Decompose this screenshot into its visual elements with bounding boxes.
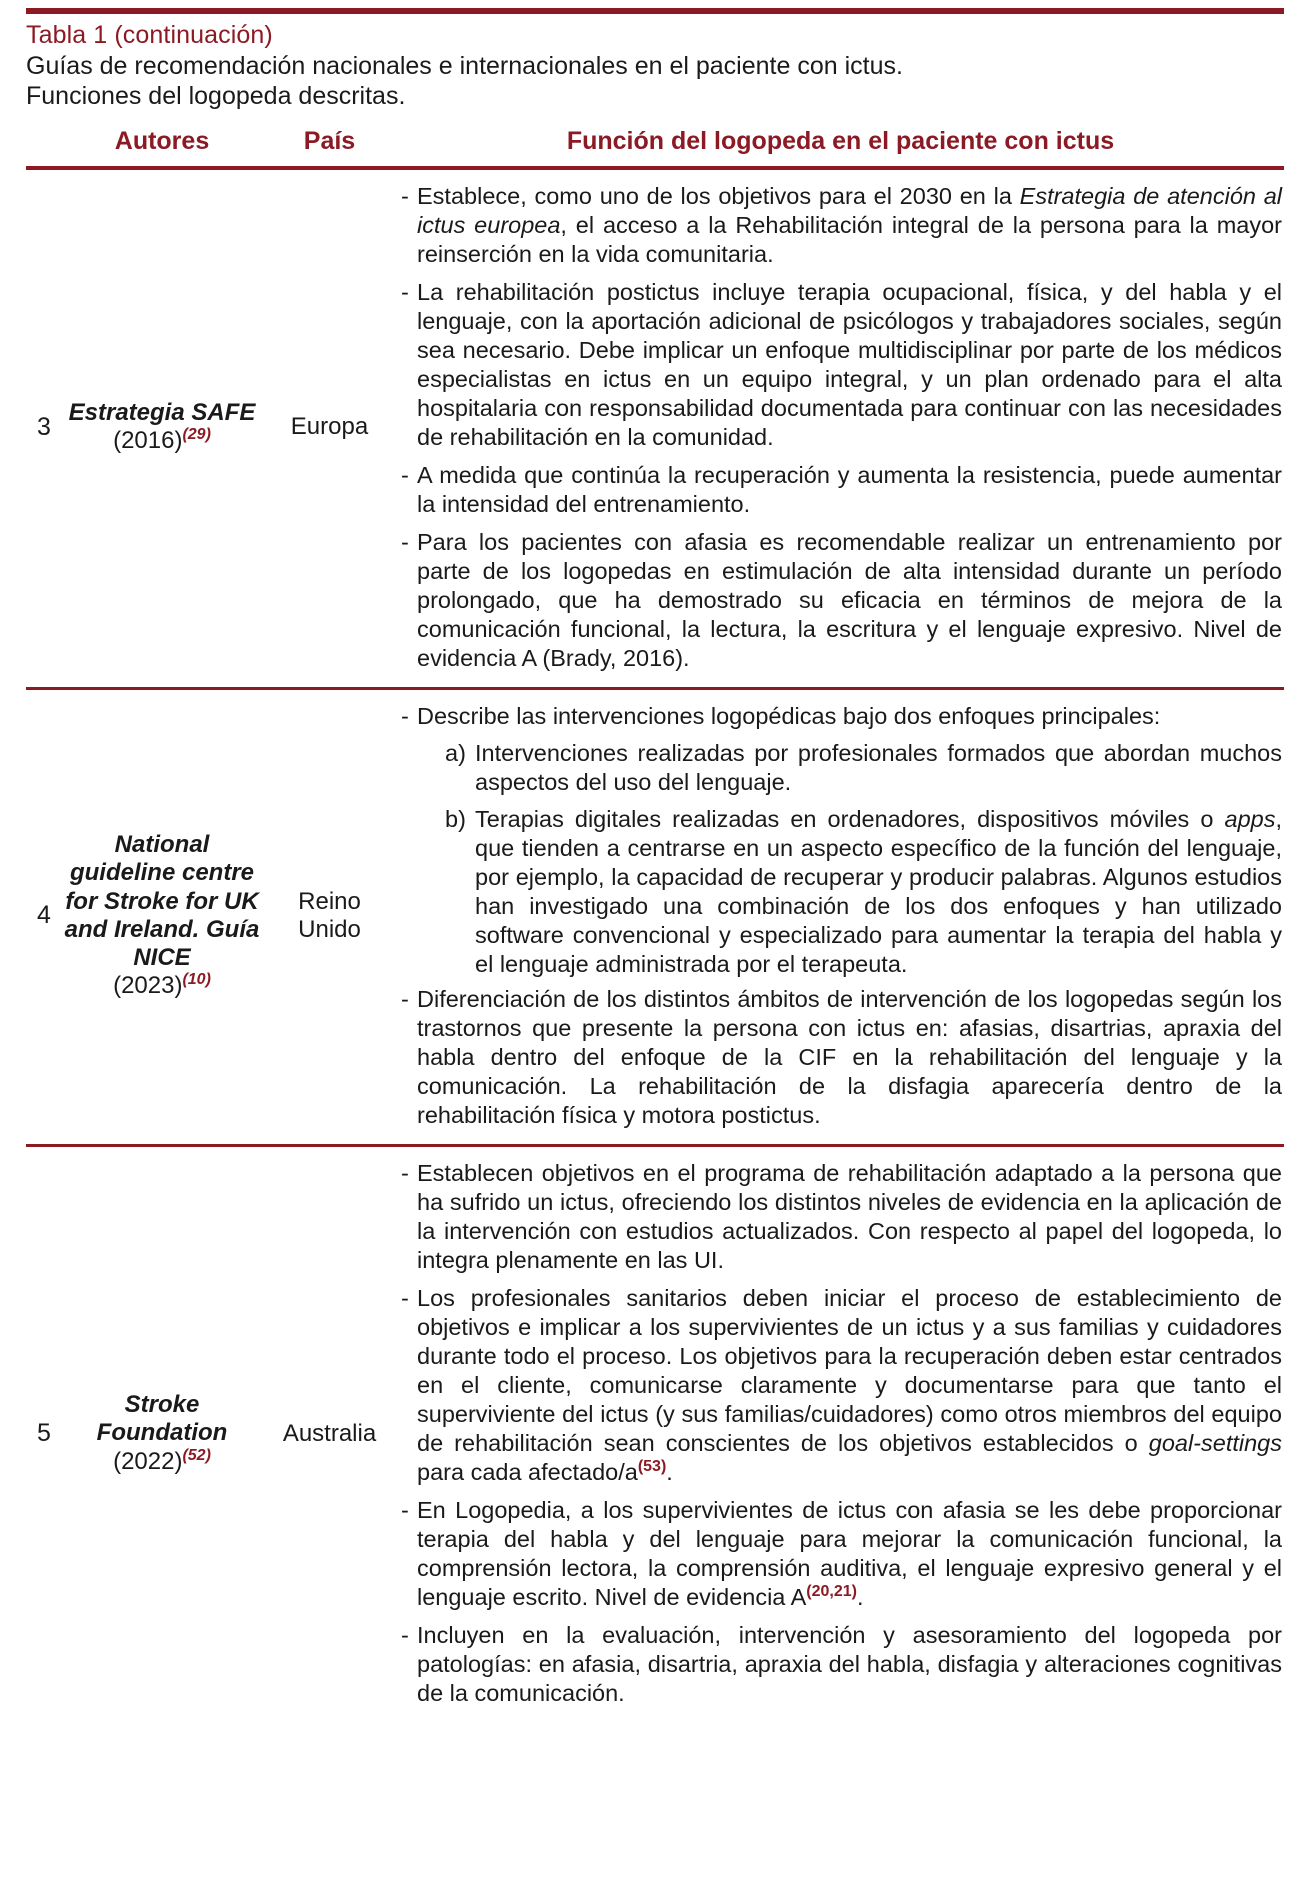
function-bullet: - Establece, como uno de los objetivos para el 2030 en la Estrategia de atención al ictus europea, el acceso a la Rehabilitación integral de la persona para la mayor reinserción en la vida comunitaria.	[399, 182, 1282, 269]
row-country: Europa	[262, 168, 397, 689]
table-row	[26, 168, 1284, 689]
guidelines-table	[26, 121, 1284, 1723]
caption-line-2: Funciones del logopeda descritas.	[26, 81, 406, 110]
row-number: 5	[26, 1145, 62, 1722]
row-authors	[62, 1145, 262, 1722]
row-authors	[62, 168, 262, 689]
function-subitem	[445, 805, 1282, 979]
function-bullet-list	[399, 1159, 1282, 1708]
function-bullet: - Diferenciación de los distintos ámbitos de intervención de los logopedas según los trastornos que presente la persona con ictus en: afasias, disartrias, apraxia del habla dentro del enfoque de la CIF en la rehabilitación del lenguaje y la comunicación. La rehabilitación de la disfagia aparecería dentro de la rehabilitación física y motora postictus.	[399, 985, 1282, 1130]
table-caption	[26, 14, 1284, 121]
table-page	[0, 8, 1310, 1738]
authors-reference: (52)	[182, 1446, 211, 1464]
table-row	[26, 688, 1284, 1145]
function-bullet: - La rehabilitación postictus incluye terapia ocupacional, física, y del habla y el lenguaje, con la aportación adicional de psicólogos y trabajadores sociales, según sea necesario. Debe implicar un enfoque multidisciplinar por parte de los médicos especialistas en ictus en un equipo integral, y un plan ordenado para el alta hospitalaria con responsabilidad documentada para continuar con las necesidades de rehabilitación en la comunidad.	[399, 278, 1282, 452]
function-bullet: - Incluyen en la evaluación, intervención y asesoramiento del logopeda por patologías: en afasia, disartria, apraxia del habla, disfagia y alteraciones cognitivas de la comunicación.	[399, 1621, 1282, 1708]
subitem-marker: b)	[445, 805, 466, 832]
column-header-function: Función del logopeda en el paciente con ictus	[566, 126, 1115, 155]
table-header	[26, 121, 1284, 168]
row-country: Reino Unido	[262, 688, 397, 1145]
function-subitem-list	[399, 739, 1282, 979]
authors-name: Estrategia SAFE	[68, 398, 256, 426]
row-authors	[62, 688, 262, 1145]
table-body	[26, 168, 1284, 1723]
authors-name: National guideline centre for Stroke for UK and Ireland. Guía NICE	[64, 830, 260, 972]
function-bullet-list	[399, 985, 1282, 1130]
function-subitem	[445, 739, 1282, 797]
caption-label: Tabla 1 (continuación)	[26, 21, 273, 49]
function-bullet: - A medida que continúa la recuperación y aumenta la resistencia, puede aumentar la intensidad del entrenamiento.	[399, 461, 1282, 519]
bottom-spacer	[26, 1722, 1284, 1728]
row-number: 4	[26, 688, 62, 1145]
function-bullet: - Describe las intervenciones logopédicas bajo dos enfoques principales:	[399, 702, 1282, 731]
column-header-number	[26, 121, 62, 168]
function-bullet: - Para los pacientes con afasia es recomendable realizar un entrenamiento por parte de los logopedas en estimulación de alta intensidad durante un período prolongado, que ha demostrado su eficacia en términos de mejora de la comunicación funcional, la lectura, la escritura y el lenguaje expresivo. Nivel de evidencia A (Brady, 2016).	[399, 528, 1282, 673]
authors-year: (2016)	[113, 427, 183, 455]
caption-line-1: Guías de recomendación nacionales e internacionales en el paciente con ictus.	[26, 51, 903, 80]
row-function	[397, 1145, 1284, 1722]
authors-year: (2023)	[113, 972, 183, 1000]
table-row	[26, 1145, 1284, 1722]
column-header-country: País	[303, 126, 356, 155]
function-bullet-list	[399, 702, 1282, 731]
row-function	[397, 168, 1284, 689]
row-function	[397, 688, 1284, 1145]
authors-reference: (10)	[182, 971, 211, 989]
authors-year: (2022)	[113, 1447, 183, 1475]
authors-reference: (29)	[182, 426, 211, 444]
function-bullet-list	[399, 182, 1282, 673]
subitem-text: Intervenciones realizadas por profesionales formados que abordan muchos aspectos del uso del lenguaje.	[475, 739, 1282, 795]
function-bullet: - Establecen objetivos en el programa de rehabilitación adaptado a la persona que ha sufrido un ictus, ofreciendo los distintos niveles de evidencia en la aplicación de la intervención con estudios actualizados. Con respecto al papel del logopeda, lo integra plenamente en las UI.	[399, 1159, 1282, 1275]
function-bullet: - Los profesionales sanitarios deben iniciar el proceso de establecimiento de objetivos e implicar a los supervivientes de un ictus y a sus familias y cuidadores durante todo el proceso. Los objetivos para la recuperación deben estar centrados en el cliente, comunicarse claramente y documentarse para que tanto el superviviente del ictus (y sus familias/cuidadores) como otros miembros del equipo de rehabilitación sean conscientes de los objetivos establecidos o goal-settings para cada afectado/$a^{(53)}$.	[399, 1284, 1282, 1487]
authors-name: Stroke Foundation	[96, 1391, 228, 1447]
subitem-marker: a)	[445, 739, 466, 766]
subitem-text: Terapias digitales realizadas en ordenadores, dispositivos móviles o apps, que tienden a centrarse en un aspecto específico de la función del lenguaje, por ejemplo, la capacidad de recuperar y producir palabras. Algunos estudios han investigado una combinación de los dos enfoques y han utilizado software convencional y especializado para aumentar la terapia del habla y el lenguaje administrada por el terapeuta.	[475, 805, 1282, 977]
row-number: 3	[26, 168, 62, 689]
row-country: Australia	[262, 1145, 397, 1722]
function-bullet: - En Logopedia, a los supervivientes de ictus con afasia se les debe proporcionar terapia del habla y del lenguaje para mejorar la comunicación funcional, la comprensión lectora, la comprensión auditiva, el lenguaje expresivo general y el lenguaje escrito. Nivel de evidencia A$^{(20,21)}$.	[399, 1496, 1282, 1612]
column-header-authors: Autores	[114, 126, 210, 155]
